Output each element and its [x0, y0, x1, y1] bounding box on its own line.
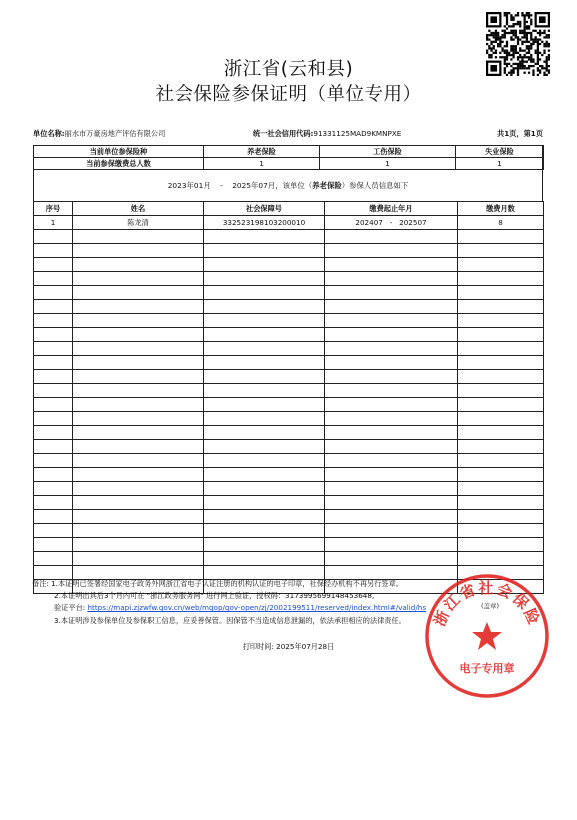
empty-cell	[204, 286, 325, 300]
summary-table	[33, 145, 544, 170]
empty-cell	[458, 524, 544, 538]
empty-table-row	[34, 370, 544, 384]
empty-cell	[34, 300, 73, 314]
empty-cell	[458, 440, 544, 454]
empty-table-row	[34, 412, 544, 426]
empty-table-row	[34, 384, 544, 398]
empty-cell	[458, 496, 544, 510]
empty-table-row	[34, 524, 544, 538]
empty-cell	[73, 356, 204, 370]
empty-cell	[458, 552, 544, 566]
empty-cell	[34, 454, 73, 468]
empty-cell	[458, 230, 544, 244]
empty-cell	[73, 300, 204, 314]
empty-cell	[325, 454, 458, 468]
empty-cell	[325, 552, 458, 566]
empty-cell	[325, 300, 458, 314]
empty-cell	[204, 356, 325, 370]
empty-cell	[458, 370, 544, 384]
count-pension: 1	[204, 158, 320, 170]
empty-cell	[458, 468, 544, 482]
empty-cell	[34, 552, 73, 566]
empty-cell	[73, 342, 204, 356]
empty-table-row	[34, 244, 544, 258]
empty-cell	[325, 384, 458, 398]
empty-cell	[73, 384, 204, 398]
empty-cell	[204, 552, 325, 566]
page-count: 共1页，第1页	[497, 129, 543, 138]
empty-cell	[73, 468, 204, 482]
row-ssn: 332523198103200010	[204, 216, 325, 230]
empty-cell	[204, 342, 325, 356]
type-injury: 工伤保险	[320, 146, 456, 158]
empty-cell	[204, 426, 325, 440]
empty-cell	[325, 412, 458, 426]
row-seq: 1	[34, 216, 73, 230]
type-pension: 养老保险	[204, 146, 320, 158]
row-months: 8	[458, 216, 544, 230]
empty-table-row	[34, 314, 544, 328]
empty-table-row	[34, 496, 544, 510]
empty-cell	[204, 412, 325, 426]
col-header-months: 缴费月数	[458, 202, 544, 216]
empty-cell	[34, 412, 73, 426]
empty-cell	[458, 482, 544, 496]
col-header-name: 姓名	[73, 202, 204, 216]
row-name: 陈龙清	[73, 216, 204, 230]
empty-table-row	[34, 230, 544, 244]
empty-cell	[73, 370, 204, 384]
empty-cell	[34, 328, 73, 342]
empty-table-row	[34, 426, 544, 440]
empty-cell	[325, 398, 458, 412]
empty-cell	[325, 286, 458, 300]
insurance-type-label: 当前单位参保险种	[34, 146, 204, 158]
empty-cell	[34, 286, 73, 300]
empty-cell	[325, 314, 458, 328]
empty-table-row	[34, 258, 544, 272]
empty-cell	[204, 272, 325, 286]
empty-cell	[73, 440, 204, 454]
unit-name: 单位名称:丽水市万豪房地产评估有限公司	[33, 129, 166, 138]
empty-cell	[458, 244, 544, 258]
seal-bottom-text: 电子专用章	[459, 662, 515, 675]
empty-cell	[325, 426, 458, 440]
empty-cell	[34, 244, 73, 258]
empty-cell	[204, 384, 325, 398]
empty-cell	[325, 524, 458, 538]
empty-cell	[458, 412, 544, 426]
empty-cell	[34, 468, 73, 482]
credit-code: 统一社会信用代码:91331125MAD9KMNPXE	[253, 129, 402, 138]
empty-cell	[204, 482, 325, 496]
empty-cell	[458, 454, 544, 468]
empty-cell	[458, 510, 544, 524]
table-row	[34, 216, 544, 230]
notes: 备注: 1.本证明已签署经国家电子政务外网浙江省电子认证注册的机构认证的电子印章，社保经办机构不再另行签章。 2.本证明出具后3个月内可在 "浙江政务服务网" 进行网上验证，授权码：3173995699148453648, 验证平台: https://mapi.zjzwfw.gov.cn/web/mgop/gov-open/zj/2002199511/reserved/index.html#/valid/hs 3.本证明涉及参保单位及参保职工信息，应妥善保管。因保管不当造成信息泄漏的，依法承担相应的法律责任。	[32, 579, 427, 625]
verification-link[interactable]: https://mapi.zjzwfw.gov.cn/web/mgop/gov-open/zj/2002199511/reserved/index.html#/valid/hs	[87, 603, 427, 613]
empty-cell	[73, 454, 204, 468]
document-title-line1: 浙江省(云和县)	[223, 59, 354, 80]
empty-cell	[458, 328, 544, 342]
empty-cell	[325, 258, 458, 272]
empty-cell	[204, 468, 325, 482]
empty-cell	[325, 356, 458, 370]
empty-table-row	[34, 300, 544, 314]
empty-cell	[34, 230, 73, 244]
empty-cell	[34, 440, 73, 454]
empty-cell	[325, 440, 458, 454]
empty-cell	[458, 342, 544, 356]
empty-cell	[458, 426, 544, 440]
empty-cell	[34, 258, 73, 272]
empty-cell	[204, 258, 325, 272]
empty-cell	[204, 440, 325, 454]
empty-cell	[34, 314, 73, 328]
empty-cell	[73, 426, 204, 440]
empty-cell	[204, 244, 325, 258]
empty-cell	[204, 370, 325, 384]
empty-cell	[73, 272, 204, 286]
empty-cell	[325, 342, 458, 356]
empty-cell	[73, 230, 204, 244]
empty-cell	[73, 496, 204, 510]
type-unemployment: 失业保险	[456, 146, 544, 158]
row-period: 202407 - 202507	[325, 216, 458, 230]
count-unemployment: 1	[456, 158, 544, 170]
empty-cell	[73, 524, 204, 538]
empty-cell	[325, 468, 458, 482]
empty-cell	[73, 398, 204, 412]
print-time: 打印时间: 2025年07月28日	[242, 642, 335, 651]
empty-cell	[34, 426, 73, 440]
empty-table-row	[34, 440, 544, 454]
empty-cell	[73, 412, 204, 426]
empty-table-row	[34, 552, 544, 566]
col-header-period: 缴费起止年月	[325, 202, 458, 216]
empty-cell	[204, 398, 325, 412]
col-header-seq: 序号	[34, 202, 73, 216]
empty-cell	[204, 300, 325, 314]
empty-cell	[34, 370, 73, 384]
total-count-label: 当前参保缴费总人数	[34, 158, 204, 170]
empty-cell	[458, 272, 544, 286]
seal-ring-text: 浙江省社会保险	[430, 578, 544, 629]
empty-cell	[34, 524, 73, 538]
empty-table-row	[34, 510, 544, 524]
empty-cell	[458, 314, 544, 328]
empty-cell	[34, 272, 73, 286]
empty-table-row	[34, 286, 544, 300]
empty-cell	[204, 538, 325, 552]
empty-table-row	[34, 454, 544, 468]
empty-cell	[204, 454, 325, 468]
empty-table-row	[34, 328, 544, 342]
document-title-line2: 社会保险参保证明（单位专用）	[155, 84, 422, 105]
empty-cell	[73, 538, 204, 552]
empty-cell	[325, 328, 458, 342]
seal-sub-label: (盖章)	[481, 602, 500, 610]
empty-cell	[325, 244, 458, 258]
info-line: 2023年01月 - 2025年07月，该单位（养老保险）参保人员信息如下	[167, 181, 409, 190]
empty-cell	[34, 398, 73, 412]
empty-cell	[325, 496, 458, 510]
empty-cell	[204, 314, 325, 328]
empty-table-row	[34, 538, 544, 552]
empty-cell	[73, 482, 204, 496]
official-seal-icon	[423, 572, 551, 700]
empty-cell	[73, 510, 204, 524]
empty-cell	[458, 258, 544, 272]
empty-table-row	[34, 482, 544, 496]
empty-cell	[34, 510, 73, 524]
empty-table-row	[34, 468, 544, 482]
empty-cell	[73, 552, 204, 566]
empty-table-row	[34, 356, 544, 370]
empty-table-row	[34, 398, 544, 412]
col-header-ssn: 社会保障号	[204, 202, 325, 216]
empty-cell	[458, 356, 544, 370]
empty-cell	[73, 258, 204, 272]
empty-cell	[73, 314, 204, 328]
empty-cell	[73, 244, 204, 258]
empty-cell	[34, 356, 73, 370]
empty-cell	[34, 482, 73, 496]
count-injury: 1	[320, 158, 456, 170]
empty-cell	[34, 342, 73, 356]
empty-cell	[325, 510, 458, 524]
empty-cell	[73, 328, 204, 342]
empty-cell	[325, 370, 458, 384]
empty-cell	[325, 272, 458, 286]
empty-cell	[204, 230, 325, 244]
empty-cell	[325, 230, 458, 244]
empty-cell	[458, 384, 544, 398]
svg-text:浙江省社会保险	[430, 579, 543, 629]
empty-cell	[204, 524, 325, 538]
empty-cell	[204, 328, 325, 342]
empty-table-row	[34, 272, 544, 286]
empty-cell	[34, 384, 73, 398]
empty-cell	[34, 496, 73, 510]
empty-cell	[34, 538, 73, 552]
empty-cell	[458, 398, 544, 412]
empty-cell	[73, 286, 204, 300]
empty-cell	[325, 482, 458, 496]
empty-cell	[204, 496, 325, 510]
empty-table-row	[34, 342, 544, 356]
empty-cell	[458, 286, 544, 300]
empty-cell	[458, 538, 544, 552]
people-table	[33, 201, 544, 594]
empty-cell	[325, 538, 458, 552]
empty-cell	[458, 300, 544, 314]
empty-cell	[204, 510, 325, 524]
